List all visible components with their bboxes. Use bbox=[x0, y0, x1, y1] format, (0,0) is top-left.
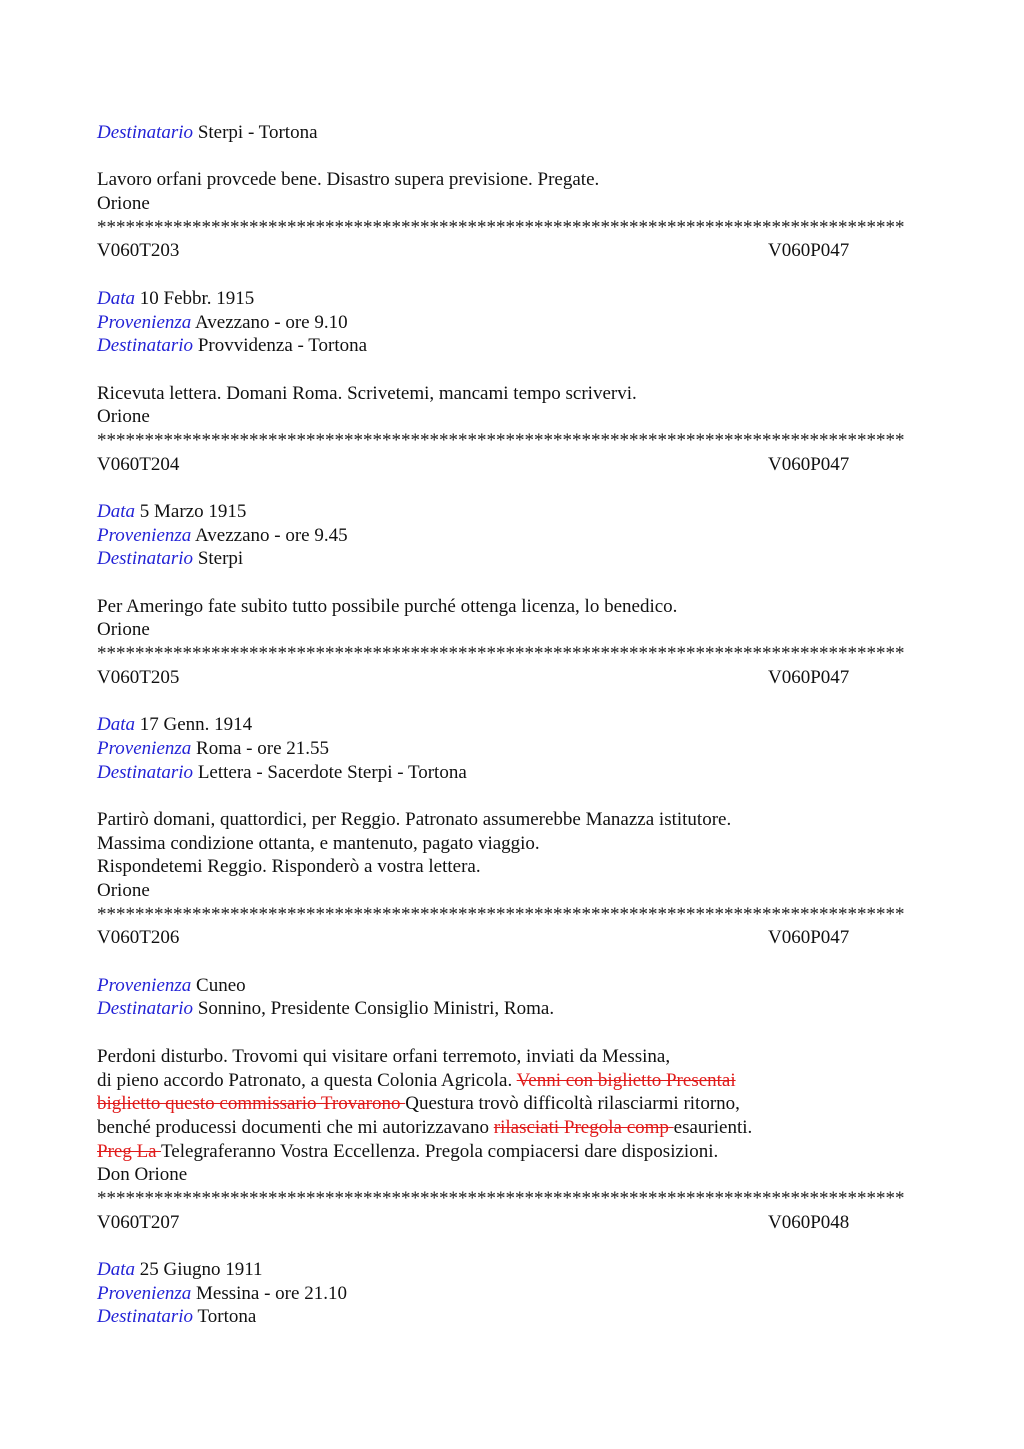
provenienza-value: Avezzano - ore 9.45 bbox=[194, 524, 348, 546]
message-body-line: Rispondetemi Reggio. Risponderò a vostra lettera. bbox=[97, 856, 481, 878]
text-segment: di pieno accordo Patronato, a questa Colonia Agricola. bbox=[97, 1069, 517, 1091]
data-value: 5 Marzo 1915 bbox=[139, 501, 247, 522]
deleted-text: Preg La bbox=[97, 1140, 162, 1162]
label-destinatario: Destinatario bbox=[97, 335, 194, 357]
label-data: Data bbox=[97, 714, 135, 736]
signature: Orione bbox=[97, 619, 150, 641]
destinatario-value: Tortona bbox=[197, 1306, 257, 1328]
signature: Orione bbox=[97, 406, 150, 428]
message-body-line bbox=[97, 1045, 937, 1069]
deleted-text: rilasciati Pregola comp bbox=[493, 1116, 674, 1138]
provenienza-line bbox=[97, 1282, 937, 1306]
label-destinatario: Destinatario bbox=[97, 998, 194, 1020]
separator: ************************************************************************************* bbox=[97, 216, 905, 238]
message-body-line: Ricevuta lettera. Domani Roma. Scrivetemi, mancami tempo scrivervi. bbox=[97, 382, 637, 404]
data-value: 10 Febbr. 1915 bbox=[139, 287, 255, 309]
deleted-text: biglietto questo commissario Trovarono bbox=[97, 1093, 406, 1115]
label-provenienza: Provenienza bbox=[97, 1282, 192, 1304]
page-reference: V060P047 bbox=[768, 666, 850, 688]
deleted-text: Venni con biglietto Presentai bbox=[516, 1069, 736, 1091]
text-segment: Questura trovò difficoltà rilasciarmi ritorno, bbox=[405, 1093, 740, 1115]
label-data: Data bbox=[97, 287, 135, 309]
data-line bbox=[97, 287, 937, 311]
label-destinatario: Destinatario bbox=[97, 548, 194, 570]
provenienza-line bbox=[97, 974, 937, 998]
destinatario-line bbox=[97, 1305, 937, 1329]
entry-header bbox=[97, 926, 937, 950]
page-reference: V060P048 bbox=[768, 1211, 850, 1233]
text-segment: benché producessi documenti che mi autorizzavano bbox=[97, 1116, 494, 1138]
data-line bbox=[97, 500, 937, 524]
entry-code: V060T207 bbox=[97, 1211, 180, 1233]
data-value: 17 Genn. 1914 bbox=[139, 714, 253, 736]
signature: Orione bbox=[97, 880, 150, 901]
data-value: 25 Giugno 1911 bbox=[139, 1259, 263, 1280]
entry-header bbox=[97, 453, 937, 477]
label-provenienza: Provenienza bbox=[97, 974, 192, 996]
provenienza-value: Avezzano - ore 9.10 bbox=[194, 311, 348, 333]
page-reference: V060P047 bbox=[768, 927, 850, 949]
provenienza-line bbox=[97, 524, 937, 548]
message-body-line bbox=[97, 1140, 937, 1164]
data-line bbox=[97, 1258, 937, 1282]
entry-header bbox=[97, 1211, 937, 1235]
page-reference: V060P047 bbox=[768, 240, 850, 262]
message-body-line: Partirò domani, quattordici, per Reggio. Patronato assumerebbe Manazza istitutore. bbox=[97, 808, 732, 830]
label-provenienza: Provenienza bbox=[97, 737, 192, 759]
destinatario-line bbox=[97, 547, 937, 571]
message-body-line bbox=[97, 1116, 937, 1140]
label-provenienza: Provenienza bbox=[97, 524, 192, 546]
destinatario-line bbox=[97, 761, 937, 785]
label-destinatario: Destinatario bbox=[97, 122, 194, 143]
signature: Orione bbox=[97, 193, 150, 215]
top-destinatario-line bbox=[97, 121, 937, 145]
label-destinatario: Destinatario bbox=[97, 761, 194, 783]
destinatario-value: Sonnino, Presidente Consiglio Ministri, Roma. bbox=[197, 998, 555, 1020]
label-data: Data bbox=[97, 501, 135, 522]
entry-code: V060T203 bbox=[97, 240, 180, 262]
text-segment: Perdoni disturbo. Trovomi qui visitare orfani terremoto, inviati da Messina, bbox=[97, 1045, 671, 1067]
label-data: Data bbox=[97, 1259, 135, 1280]
entry-header bbox=[97, 666, 937, 690]
document-page bbox=[97, 121, 937, 1329]
separator: ************************************************************************************* bbox=[97, 903, 905, 925]
message-body-line: Massima condizione ottanta, e mantenuto, pagato viaggio. bbox=[97, 832, 540, 854]
provenienza-line bbox=[97, 737, 937, 761]
destinatario-line bbox=[97, 997, 937, 1021]
text-segment: esaurienti. bbox=[673, 1116, 753, 1138]
destinatario-value: Sterpi - Tortona bbox=[197, 122, 318, 143]
destinatario-value: Provvidenza - Tortona bbox=[197, 335, 368, 357]
entry-code: V060T205 bbox=[97, 666, 180, 688]
provenienza-value: Roma - ore 21.55 bbox=[196, 737, 330, 759]
separator: ************************************************************************************* bbox=[97, 643, 905, 665]
label-provenienza: Provenienza bbox=[97, 311, 192, 333]
text-segment: Telegraferanno Vostra Eccellenza. Pregola compiacersi dare disposizioni. bbox=[161, 1140, 719, 1162]
entry-code: V060T206 bbox=[97, 927, 180, 949]
provenienza-value: Messina - ore 21.10 bbox=[196, 1282, 347, 1304]
entry-code: V060T204 bbox=[97, 453, 180, 475]
message-body-line bbox=[97, 1092, 937, 1116]
message-body-line: Lavoro orfani provcede bene. Disastro supera previsione. Pregate. bbox=[97, 169, 600, 191]
provenienza-line bbox=[97, 311, 937, 335]
provenienza-value: Cuneo bbox=[196, 974, 246, 996]
separator: ************************************************************************************* bbox=[97, 1187, 905, 1209]
destinatario-value: Sterpi bbox=[197, 548, 244, 570]
data-line bbox=[97, 713, 937, 737]
destinatario-line bbox=[97, 334, 937, 358]
entry-header bbox=[97, 239, 937, 263]
label-destinatario: Destinatario bbox=[97, 1306, 194, 1328]
message-body-line bbox=[97, 1069, 937, 1093]
destinatario-value: Lettera - Sacerdote Sterpi - Tortona bbox=[197, 761, 467, 783]
message-body-line: Per Ameringo fate subito tutto possibile purché ottenga licenza, lo benedico. bbox=[97, 595, 678, 617]
signature: Don Orione bbox=[97, 1164, 188, 1186]
separator: ************************************************************************************* bbox=[97, 429, 905, 451]
page-reference: V060P047 bbox=[768, 453, 850, 475]
